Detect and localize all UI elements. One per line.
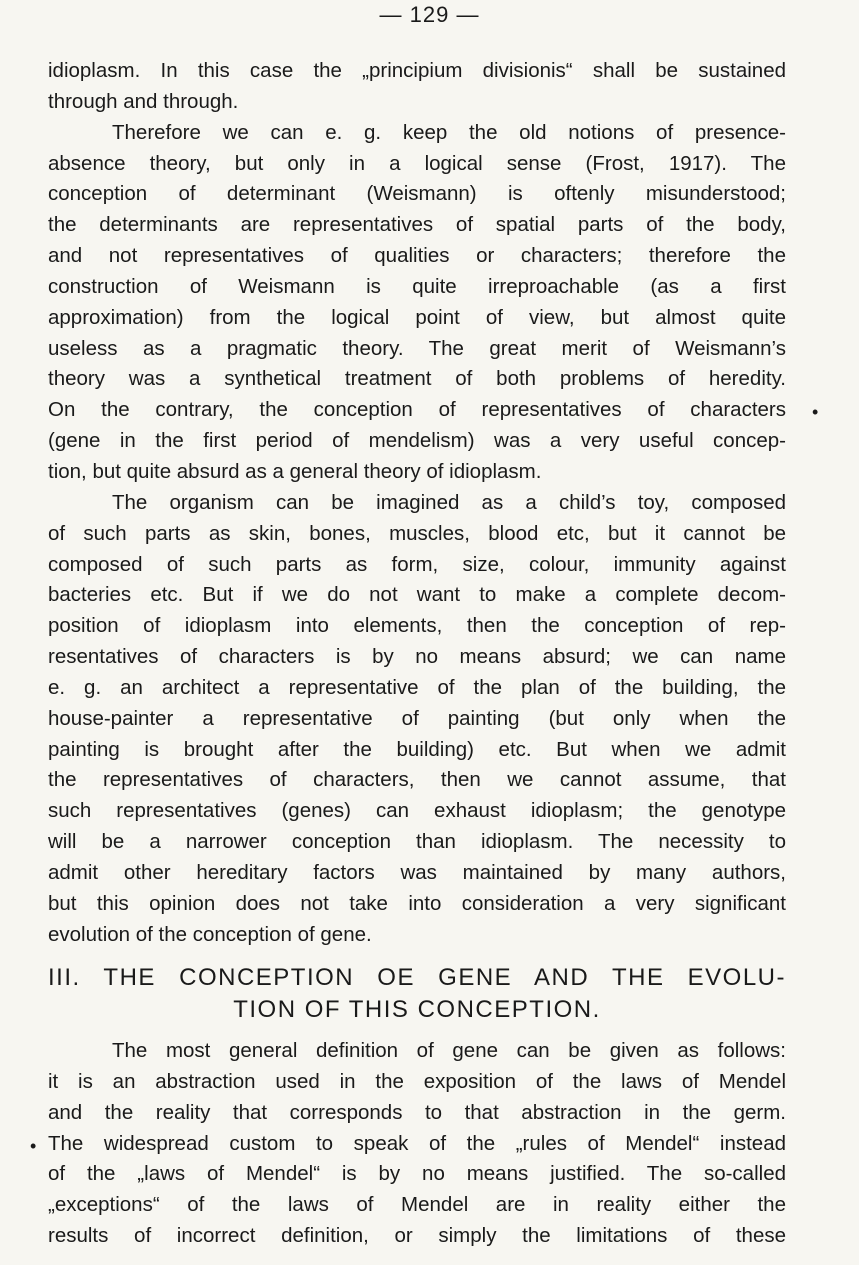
heading-line: III. THE CONCEPTION OE GENE AND THE EVOLU- [48,964,786,991]
text-line: e. g. an architect a representative of the plan of the building, the [48,675,786,699]
text-line: idioplasm. In this case the „principium divisionis“ shall be sustained [48,59,786,82]
text-line: house-painter a representative of painting (but only when the [48,706,786,730]
text-line: of such parts as skin, bones, muscles, blood etc, but it cannot be [48,521,786,545]
text-line: Therefore we can e. g. keep the old notions of presence- [112,120,786,144]
text-line: The widespread custom to speak of the „rules of Mendel“ instead [48,1131,786,1155]
text-line: The organism can be imagined as a child’s toy, composed [112,490,786,514]
text-line: (gene in the first period of mendelism) was a very useful concep- [48,429,786,453]
text-line: tion, but quite absurd as a general theory of idioplasm. [48,459,542,483]
text-line: On the contrary, the conception of representatives of characters [48,398,786,422]
text-line: of the „laws of Mendel“ is by no means justified. The so-called [48,1162,786,1186]
text-line: approximation) from the logical point of view, but almost quite [48,305,786,329]
text-line: and not representatives of qualities or characters; therefore the [48,244,786,268]
text-line: will be a narrower conception than idioplasm. The necessity to [48,830,786,854]
body-text [48,56,786,950]
text-line: such representatives (genes) can exhaust idioplasm; the genotype [48,799,786,823]
text-line: and the reality that corresponds to that abstraction in the germ. [48,1100,786,1124]
margin-dot-mark: • [30,1136,37,1156]
text-line: bacteries etc. But if we do not want to make a complete decom- [48,583,786,607]
text-line: but this opinion does not take into consideration a very significant [48,891,786,915]
margin-dot-mark: • [812,402,819,422]
text-line: composed of such parts as form, size, colour, immunity against [48,552,786,576]
text-line: conception of determinant (Weismann) is oftenly misunderstood; [48,182,786,206]
text-line: evolution of the conception of gene. [48,922,372,946]
text-line: The most general definition of gene can be given as follows: [112,1039,786,1062]
text-line: position of idioplasm into elements, then the conception of rep- [48,614,786,638]
text-line: through and through. [48,89,239,113]
text-line: the determinants are representatives of spatial parts of the body, [48,213,786,237]
text-line: admit other hereditary factors was maintained by many authors, [48,860,786,884]
text-line: construction of Weismann is quite irreproachable (as a first [48,274,786,298]
text-line: it is an abstraction used in the exposition of the laws of Mendel [48,1069,786,1093]
section-body [48,1036,786,1252]
text-line: absence theory, but only in a logical sense (Frost, 1917). The [48,151,786,175]
text-line: „exceptions“ of the laws of Mendel are in reality either the [48,1193,786,1217]
heading-line: TION OF THIS CONCEPTION. [233,996,601,1023]
text-line: results of incorrect definition, or simply the limitations of these [48,1224,786,1248]
text-line: useless as a pragmatic theory. The great merit of Weismann’s [48,336,786,360]
text-line: theory was a synthetical treatment of both problems of heredity. [48,367,786,391]
page-number: — 129 — [379,2,480,27]
text-line: resentatives of characters is by no means absurd; we can name [48,645,786,669]
text-line: the representatives of characters, then we cannot assume, that [48,768,786,792]
section-heading [48,962,786,1026]
text-line: painting is brought after the building) etc. But when we admit [48,737,786,761]
